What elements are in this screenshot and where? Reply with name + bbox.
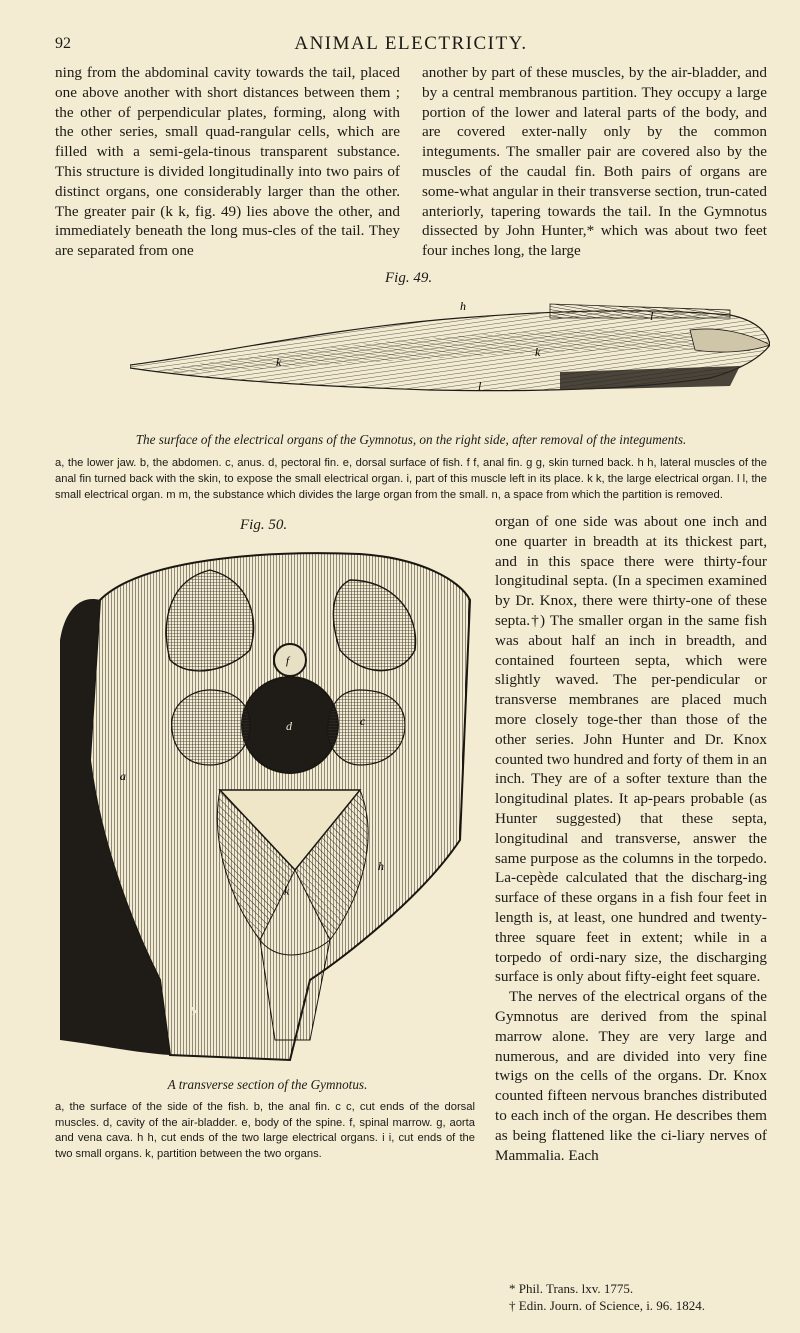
fig49-letter-h: h	[460, 299, 466, 313]
running-head: ANIMAL ELECTRICITY.	[294, 33, 528, 54]
figure-50-illustration	[60, 540, 475, 1070]
intro-left-column: ning from the abdominal cavity towards the tail, placed one above another with short distances between them ; the other of perpendicular plates, forming, along with the other series, small quad-rangular cells, which are filled with a semi-gela-tinous transparent substance. This structure is divided longitudinally into two pairs of distinct organs, one considerably larger than the other. The greater pair (k k, fig. 49) lies above the other, and immediately beneath the long mus-cles of the tail. They are separated from one	[55, 64, 400, 260]
fig49-letter-l-2: l	[478, 379, 482, 393]
fig50-letter-a: a	[120, 769, 126, 783]
fig49-letter-k: k	[276, 355, 282, 369]
fig50-letter-h: h	[378, 859, 384, 873]
footnotes	[495, 1280, 767, 1314]
fig50-letter-c: c	[360, 714, 366, 728]
body-paragraph-2: The nerves of the electrical organs of the Gymnotus are derived from the spinal marrow alone. They are very large and numerous, and are divided into very fine twigs on the cells of the organs. Dr. Knox counted fifteen nervous branches distributed to each inch of the organ. He describes them as being flattened like the ci-liary nerves of Mammalia. Each	[495, 988, 767, 1164]
fig50-letter-b: b	[190, 1004, 196, 1018]
fig50-letter-k: k	[284, 884, 290, 898]
fig49-letter-l: l	[650, 309, 654, 323]
skin-flap	[550, 304, 730, 318]
figure-49-illustration	[130, 290, 770, 410]
page-number: 92	[55, 35, 71, 52]
figure-49-label: Fig. 49.	[385, 270, 433, 286]
muscle-right	[328, 690, 405, 765]
intro-right-column: another by part of these muscles, by the air-bladder, and by a central membranous partition. They occupy a large portion of the lower and lateral parts of the body, and are covered exter-nally only by the common integuments. The smaller pair are covered also by the muscles of the caudal fin. Both pairs of organs are some-what angular in their transverse section, trun-cated anteriorly, tapering towards the tail. In the Gymnotus dissected by John Hunter,* which was about two feet four inches long, the large	[422, 64, 767, 260]
spinal-cord	[274, 644, 306, 676]
figure-50-legend: a, the surface of the side of the fish. b, the anal fin. c c, cut ends of the dorsal muscles. d, cavity of the air-bladder. e, body of the spine. f, spinal marrow. g, aorta and vena cava. h h, cut ends of the two large electrical organs. i i, cut ends of the two small organs. k, partition between the two organs.	[55, 1101, 475, 1160]
figure-49-legend: a, the lower jaw. b, the abdomen. c, anus. d, pectoral fin. e, dorsal surface of fish. f f, anal fin. g g, skin turned back. h h, lateral muscles of the anal fin turned back with the skin, to expose the small electrical organ. i, part of this muscle left in its place. k k, the large electrical organ. l l, the small electrical organ. m m, the substance which divides the large organ from the small. n, a space from which the partition is removed.	[55, 457, 767, 501]
figure-50-label: Fig. 50.	[240, 517, 288, 533]
fig50-letter-f: f	[286, 655, 290, 667]
footnote-2: † Edin. Journ. of Science, i. 96. 1824.	[509, 1298, 706, 1313]
fig50-letter-d: d	[286, 719, 292, 733]
page-header	[55, 30, 767, 60]
figure-49-caption: The surface of the electrical organs of the Gymnotus, on the right side, after removal of the integuments.	[135, 432, 687, 447]
figure-50-caption: A transverse section of the Gymnotus.	[167, 1077, 368, 1092]
body-text-column	[495, 512, 767, 1165]
muscle-left	[172, 690, 250, 765]
footnote-1: * Phil. Trans. lxv. 1775.	[509, 1281, 634, 1296]
body-paragraph-1: organ of one side was about one inch and one quarter in breadth at its thickest part, and in this space there were thirty-four longitudinal septa. (In a specimen examined by Dr. Knox, there were thirty-one of these septa.†) The smaller organ in the same fish was about half an inch in breadth, and contained fourteen septa, which were slightly waved. The per-pendicular or transverse membranes are placed much more closely toge-ther than those of the other series. John Hunter and Dr. Knox counted two hundred and forty of them in an inch. They are of a softer texture than the longitudinal plates. It ap-pears probable (as Hunter suggested) that these septa, longitudinal and transverse, answer the same purpose as the columns in the torpedo. La-cepède calculated that the discharg-ing surface of these organs in a fish four feet in length is, at least, one hundred and twenty-three square feet in extent; while in a torpedo of ordi-nary size, the discharging surface is only about fifty-eight feet square.	[495, 513, 767, 986]
intro-columns	[55, 63, 767, 261]
fig49-letter-k-2: k	[535, 345, 541, 359]
